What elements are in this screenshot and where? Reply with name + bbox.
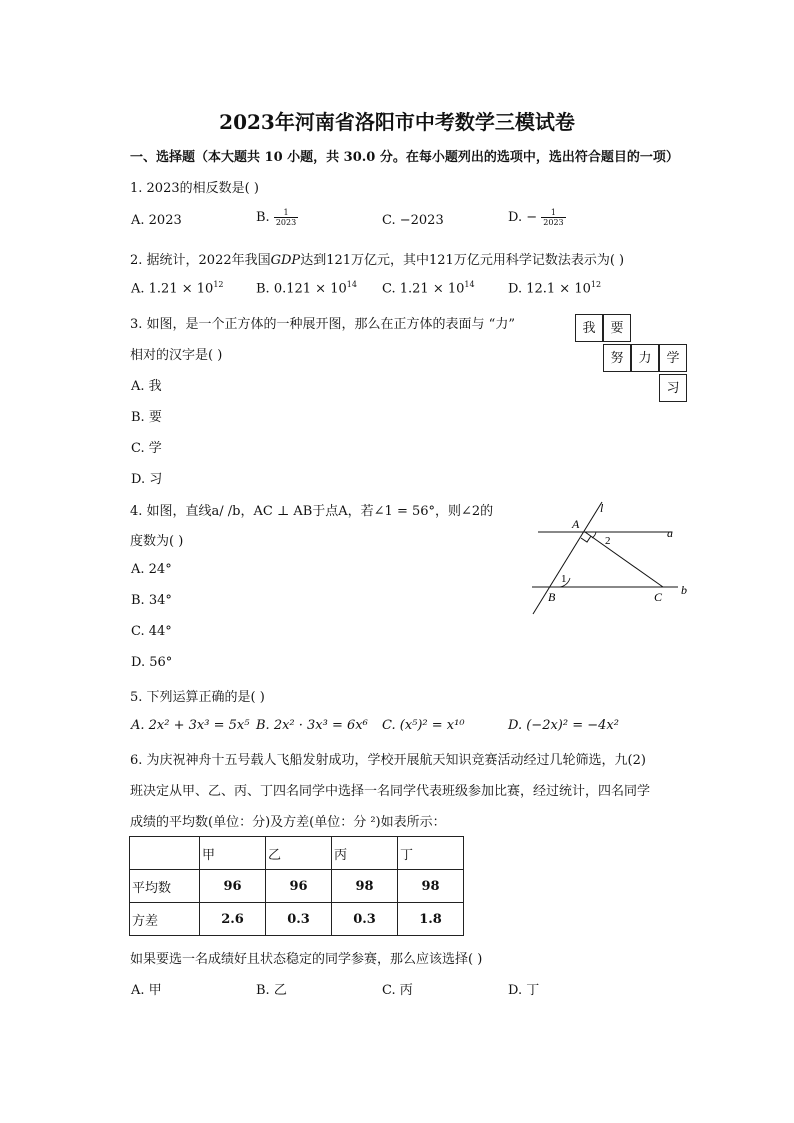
q2-d-base: D. 12.1 × 10 xyxy=(508,281,591,297)
q1-d-numerator: 1 xyxy=(541,208,565,218)
cube-net-cell-wo: 我 xyxy=(575,314,603,342)
q1-option-d-prefix: D. − xyxy=(508,210,538,225)
cube-net-cell-li: 力 xyxy=(631,344,659,372)
q1-option-c[interactable]: C. −2023 xyxy=(382,213,444,228)
label-a: a xyxy=(667,526,673,540)
q2-option-c[interactable] xyxy=(382,280,475,296)
q2-b-base: B. 0.121 × 10 xyxy=(256,281,347,297)
question-6-line-2: 班决定从甲、乙、丙、丁四名同学中选择一名同学代表班级参加比赛，经过统计，四名同学 xyxy=(130,784,651,799)
q1-option-b-prefix: B. xyxy=(256,210,270,225)
question-1-text: 1. 2023的相反数是( ) xyxy=(130,181,259,196)
q2-d-exp: 12 xyxy=(590,280,602,289)
q2-option-d[interactable] xyxy=(508,280,601,296)
question-3-line-1: 3. 如图，是一个正方体的一种展开图，那么在正方体的表面与 “力” xyxy=(130,317,515,332)
question-6-question: 如果要选一名成绩好且状态稳定的同学参赛，那么应该选择( ) xyxy=(130,952,483,967)
label-point-a: A xyxy=(572,517,580,531)
q2-option-b[interactable] xyxy=(256,280,357,296)
parallel-lines-figure xyxy=(520,496,700,621)
q6-option-d[interactable]: D. 丁 xyxy=(508,983,540,998)
table-cell: 96 xyxy=(200,870,266,903)
table-cell: 96 xyxy=(266,870,332,903)
q3-option-a[interactable]: A. 我 xyxy=(131,379,162,394)
table-row-label: 平均数 xyxy=(130,870,200,903)
q4-option-b[interactable]: B. 34° xyxy=(131,593,172,608)
page-title: 2023年河南省洛阳市中考数学三模试卷 xyxy=(219,110,575,134)
q2-c-base: C. 1.21 × 10 xyxy=(382,281,465,297)
table-cell: 2.6 xyxy=(200,903,266,936)
segment-ac xyxy=(585,532,663,587)
q1-option-a[interactable]: A. 2023 xyxy=(131,213,182,228)
q6-option-b[interactable]: B. 乙 xyxy=(256,983,287,998)
table-row xyxy=(130,870,464,903)
q1-b-numerator: 1 xyxy=(274,208,298,218)
q1-option-d[interactable] xyxy=(508,208,566,227)
q5-option-a[interactable]: A. 2x² + 3x³ = 5x⁵ xyxy=(131,718,250,733)
table-cell: 98 xyxy=(398,870,464,903)
label-l: l xyxy=(600,501,604,515)
question-6-line-1: 6. 为庆祝神舟十五号载人飞船发射成功，学校开展航天知识竞赛活动经过几轮筛选，九(2) xyxy=(130,753,646,768)
right-angle-mark xyxy=(581,536,591,542)
label-point-b: B xyxy=(548,590,556,604)
section-heading: 一、选择题（本大题共 10 小题，共 30.0 分。在每小题列出的选项中，选出符合题目的一项） xyxy=(130,150,679,165)
cube-net-cell-yao: 要 xyxy=(603,314,631,342)
table-row xyxy=(130,903,464,936)
q3-option-c[interactable]: C. 学 xyxy=(131,441,162,456)
q1-option-d-fraction xyxy=(541,208,565,227)
cube-net-cell-nu: 努 xyxy=(603,344,631,372)
table-cell: 1.8 xyxy=(398,903,464,936)
cube-net-cell-xue: 学 xyxy=(659,344,687,372)
label-angle-1: 1 xyxy=(561,573,567,585)
table-header-cell: 丁 xyxy=(398,837,464,870)
q2-text-pre: 2. 据统计，2022年我国 xyxy=(130,253,271,268)
cube-net-cell-xi: 习 xyxy=(659,374,687,402)
angle-2-arc xyxy=(592,532,596,538)
scores-table xyxy=(129,836,464,936)
line-l xyxy=(533,502,602,614)
q4-option-a[interactable]: A. 24° xyxy=(131,562,172,577)
q2-a-base: A. 1.21 × 10 xyxy=(131,281,214,297)
question-4-line-2: 度数为( ) xyxy=(130,534,184,549)
question-2-text xyxy=(130,249,624,268)
q3-option-d[interactable]: D. 习 xyxy=(131,472,163,487)
label-b: b xyxy=(681,583,687,597)
q4-option-d[interactable]: D. 56° xyxy=(131,655,173,670)
table-header-cell xyxy=(130,837,200,870)
table-header-cell: 乙 xyxy=(266,837,332,870)
table-header-cell: 丙 xyxy=(332,837,398,870)
question-6-line-3: 成绩的平均数(单位：分)及方差(单位：分 ²)如表所示： xyxy=(130,815,446,830)
q1-d-denominator: 2023 xyxy=(543,218,564,227)
q3-option-b[interactable]: B. 要 xyxy=(131,410,162,425)
q2-text-post: 达到121万亿元，其中121万亿元用科学记数法表示为( ) xyxy=(300,253,625,268)
q4-option-c[interactable]: C. 44° xyxy=(131,624,172,639)
question-4-line-1: 4. 如图，直线a/ /b，AC ⊥ AB于点A，若∠1 = 56°，则∠2的 xyxy=(130,504,494,519)
q2-b-exp: 14 xyxy=(346,280,357,289)
q2-text-var: GDP xyxy=(270,253,301,268)
q1-b-denominator: 2023 xyxy=(275,218,297,227)
q6-option-c[interactable]: C. 丙 xyxy=(382,983,413,998)
q2-c-exp: 14 xyxy=(464,280,475,289)
q5-option-b[interactable]: B. 2x² · 3x³ = 6x⁶ xyxy=(256,718,368,733)
question-3-line-2: 相对的汉字是( ) xyxy=(130,348,223,363)
label-point-c: C xyxy=(654,590,663,604)
q5-option-c[interactable]: C. (x⁵)² = x¹⁰ xyxy=(382,718,465,733)
q6-option-a[interactable]: A. 甲 xyxy=(131,983,162,998)
table-cell: 0.3 xyxy=(266,903,332,936)
table-cell: 0.3 xyxy=(332,903,398,936)
question-5-text: 5. 下列运算正确的是( ) xyxy=(130,690,265,705)
q2-a-exp: 12 xyxy=(213,280,224,289)
q2-option-a[interactable] xyxy=(131,280,224,296)
q1-option-b[interactable] xyxy=(256,208,298,227)
table-header-row xyxy=(130,837,464,870)
table-row-label: 方差 xyxy=(130,903,200,936)
q5-option-d[interactable]: D. (−2x)² = −4x² xyxy=(508,718,619,733)
table-header-cell: 甲 xyxy=(200,837,266,870)
table-cell: 98 xyxy=(332,870,398,903)
label-angle-2: 2 xyxy=(605,535,611,547)
q1-option-b-fraction xyxy=(274,208,298,227)
